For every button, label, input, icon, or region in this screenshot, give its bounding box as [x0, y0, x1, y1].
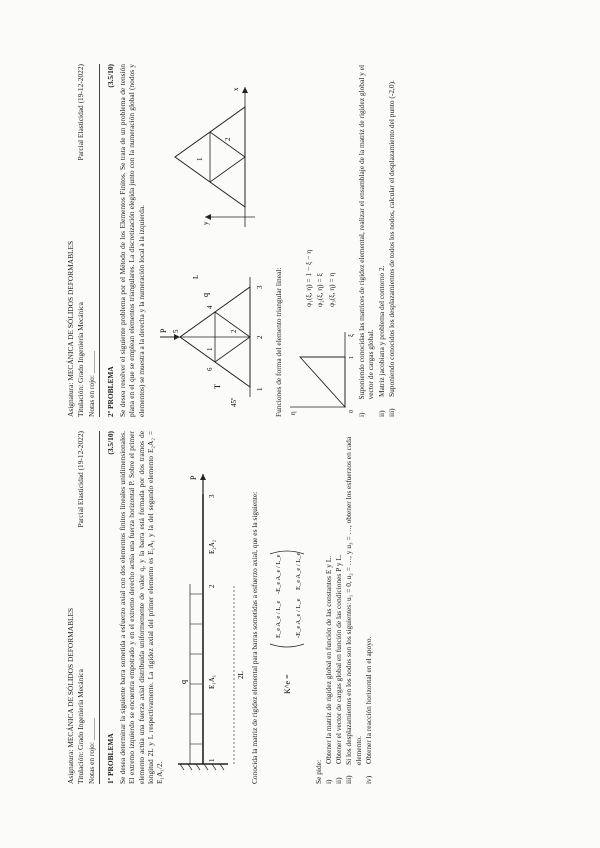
problem-1-column [65, 431, 535, 784]
list-item [334, 431, 343, 784]
load-q-label: q [179, 680, 189, 684]
element-1-stiffness: E₁A₁ [208, 674, 217, 689]
axis-y: y [201, 221, 210, 225]
item-text: Obtener la matriz de rigidez global en función de las constantes E y L. [323, 555, 333, 764]
mesh-element-1: 1 [195, 157, 204, 161]
item-number: iii) [386, 408, 396, 417]
problem-2-column [65, 64, 535, 417]
item-number: ii) [334, 777, 343, 784]
item-number: i) [357, 412, 366, 417]
origin-zero: 0 [349, 410, 355, 413]
exam-header-left [66, 431, 100, 784]
matrix-symbol: K^e = [282, 674, 292, 694]
xi-one: 1 [349, 356, 355, 359]
item-number: i) [323, 779, 333, 784]
matrix-k11: E_e A_e / L_e [274, 600, 282, 638]
degree: Titulación: Grado Ingeniería Mecánica [76, 669, 86, 784]
node-2: 2 [208, 584, 217, 588]
item-text: Matriz jacobiana y problema del contorno 2. [376, 265, 386, 397]
grade-note: Notas en rojo: ______ [86, 718, 96, 784]
item-number: iv) [363, 775, 373, 784]
node-1: 1 [208, 758, 217, 762]
exam-date: Parcial Elasticidad (19-12-2022) [76, 431, 85, 528]
list-item [357, 64, 376, 417]
rotated-exam-sheet [65, 64, 535, 784]
shape-function-3: φ₃(ξ, η) = η [326, 272, 336, 307]
node-2: 2 [255, 335, 264, 339]
problem-points: (3.5/10) [105, 64, 115, 88]
node-4: 4 [205, 305, 214, 309]
problem-title [106, 431, 115, 784]
exam-header-right [66, 64, 100, 417]
eta-axis: η [289, 411, 297, 415]
load-q-label: q [200, 293, 210, 297]
grade-note: Notas en rojo: ______ [86, 351, 96, 417]
item-text: Obtener el vector de cargas global en función de las condiciones P y L. [334, 554, 343, 764]
problem-statement: Se desea resolver el siguiente problema por el Método de los Elementos Finitos. Se trata de un problema de tensión plana en el que se emplean elementos triangulares. La discretización elegida junto con la numeración global (nodos y elementos) se muestra a la derecha y la numeración local a la izquierda. [118, 64, 146, 417]
item-number: iii) [344, 775, 354, 784]
matrix-k21: -E_e A_e / L_e [294, 598, 302, 638]
shape-function-1: φ₁(ξ, η) = 1 − ξ − η [304, 249, 314, 307]
node-6: 6 [205, 367, 214, 371]
axis-x: x [231, 87, 240, 91]
force-p-label: P [158, 328, 168, 333]
item-text: Suponiendo conocidas las matrices de rigidez elemental, realizar el ensamblaje de la matriz de rigidez global y el vector de cargas global. [357, 64, 376, 400]
mesh-element-2: 2 [223, 137, 232, 141]
reference-triangle [285, 327, 355, 417]
problem-number: 2º PROBLEMA [105, 366, 115, 417]
length-l-label: L [191, 274, 200, 279]
degree: Titulación: Grado Ingeniería Mecánica [76, 302, 86, 417]
problem-statement: Se desea determinar la siguiente barra sometida a esfuerzo axial con dos elementos finitos lineales unidimensionales. El extremo izquierdo se encuentra empotrado y en el extremo derecho actúa una fuerza horizontal P. Sobre el primer elemento actúa una fuerza axial distribuida uniformemente de valor q, y la barra está formada por dos tramos de longitud 2L y L respectivamente. La rigidez axial del primer elemento es E₁A₁ y la del segundo elemento E₂A₂ = E₁A₁/2. [118, 431, 164, 784]
element-2-stiffness: E₂A₂ [208, 539, 217, 554]
node-3: 3 [208, 494, 217, 498]
bar-figure [168, 454, 246, 784]
subject: Asignatura: MECÁNICA DE SÓLIDOS DEFORMABLES [66, 607, 75, 784]
item-text: Obtener la reacción horizontal en el apoyo. [363, 636, 373, 764]
problem-points: (3.5/10) [105, 431, 115, 455]
item-text: Si los desplazamientos en los nodos son los siguientes: u₁ = 0, u₂ = …, y u₃ = …, obtener los esfuerzos en cada elemento. [344, 436, 363, 765]
problem-title [106, 64, 115, 417]
list-item [324, 431, 333, 784]
stiffness-matrix [264, 454, 310, 784]
problem-number: 1º PROBLEMA [105, 733, 115, 784]
item-number: ii) [376, 410, 386, 417]
exam-date: Parcial Elasticidad (19-12-2022) [76, 64, 85, 161]
element-2-label: 2 [229, 329, 238, 333]
traction-t-label: T [212, 384, 222, 389]
shape-function-2: φ₂(ξ, η) = ξ [315, 273, 325, 307]
force-p-label: P [189, 475, 199, 480]
triangle-mesh-figure [150, 77, 270, 417]
matrix-intro: Conocida la matriz de rigidez elemental para barras sometidas a esfuerzo axial, que es la siguiente: [250, 491, 260, 784]
angle-label: 45º [229, 397, 238, 407]
subject: Asignatura: MECÁNICA DE SÓLIDOS DEFORMABLES [66, 240, 75, 417]
se-pide: Se pide: [313, 759, 323, 784]
matrix-k12: -E_e A_e / L_e [274, 554, 282, 594]
list-item [387, 64, 396, 417]
node-3: 3 [255, 285, 264, 289]
length-label: 2L [237, 671, 246, 679]
list-item [377, 64, 386, 417]
list-item [344, 431, 363, 784]
node-1: 1 [255, 387, 264, 391]
shape-functions-title: Funciones de forma del elemento triangular lineal: [273, 267, 283, 417]
xi-axis: ξ [347, 333, 355, 337]
item-text: Suponiendo conocidos los desplazamientos de todos los nodos, calcular el desplazamiento del punto (-2,0). [386, 80, 396, 397]
list-item [364, 431, 373, 784]
shape-functions [274, 64, 355, 417]
element-1-label: 1 [205, 347, 214, 351]
node-5: 5 [171, 329, 180, 333]
matrix-k22: E_e A_e / L_e [294, 552, 302, 590]
